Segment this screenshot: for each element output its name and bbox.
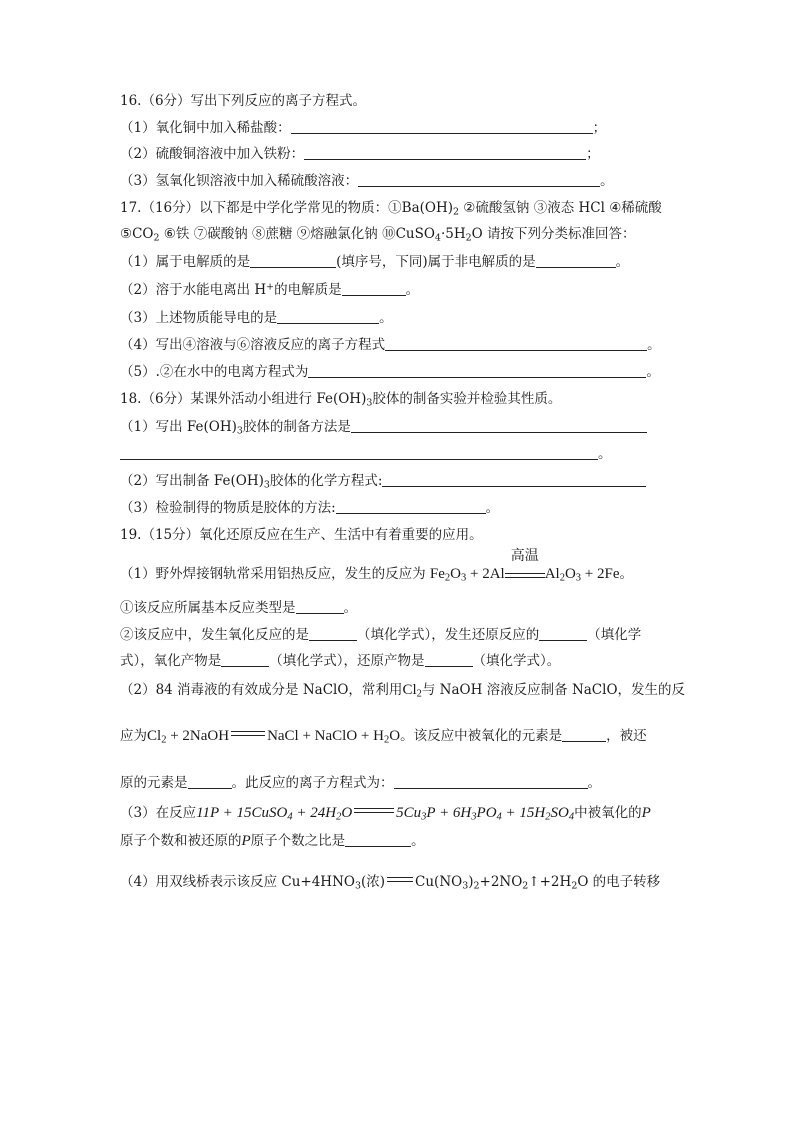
answer-blank[interactable] — [221, 652, 269, 667]
q16-item-1: （1）氧化铜中加入稀盐酸： ； — [120, 120, 607, 136]
answer-blank[interactable] — [394, 774, 588, 789]
answer-blank[interactable] — [336, 499, 486, 514]
answer-blank[interactable] — [309, 626, 357, 641]
answer-blank[interactable] — [385, 336, 647, 351]
q19-part-3: （3）在反应11P + 15CuSO$_4$ + $24H_2O$ $5Cu_3P + 6H_3PO_4 + 15H_2SO_4$中被氧化的P — [120, 805, 651, 823]
q19-sub-1: ①该反应所属基本反应类型是 。 — [120, 600, 357, 616]
reaction-condition: 高温 — [505, 567, 545, 578]
q19-sub-2: ②该反应中，发生氧化反应的是 （填化学式），发生还原反应的 （填化学 — [120, 627, 642, 643]
answer-blank[interactable] — [345, 832, 411, 847]
answer-blank[interactable] — [536, 253, 616, 268]
answer-blank[interactable] — [308, 363, 646, 378]
q18-item-1: （1）写出 $Fe(OH)_3$胶体的制备方法是 — [120, 418, 647, 436]
q17-intro-line2: $⑤CO_2$ ⑥铁 ⑦碳酸钠 ⑧蔗糖 ⑨熔融氯化钠 $⑩CuSO_4\cdot 5H_2O$ 请按下列分类标准回答： — [120, 226, 636, 244]
q18-item-3: （3）检验制得的物质是胶体的方法: 。 — [120, 500, 500, 516]
q19-sub-2-cont: 式），氧化产物是 （填化学式），还原产物是 （填化学式）。 — [120, 653, 561, 669]
answer-blank[interactable] — [296, 599, 344, 614]
answer-blank[interactable] — [291, 119, 593, 134]
answer-blank[interactable] — [304, 145, 586, 160]
answer-blank[interactable] — [120, 445, 598, 460]
q19-part-2: （2）84 消毒液的有效成分是 NaClO，常利用$Cl_2$与 NaOH 溶液反应制备 NaClO，发生的反 — [120, 682, 686, 700]
answer-blank[interactable] — [351, 418, 647, 433]
answer-blank[interactable] — [358, 172, 600, 187]
answer-blank[interactable] — [425, 652, 473, 667]
q16-item-3: （3）氢氧化钡溶液中加入稀硫酸溶液： 。 — [120, 173, 614, 189]
q17-item-2: （2）溶于水能电离出 H+的电解质是 。 — [120, 281, 420, 298]
phosphorus-equation: 11P + 15CuSO$_4$ + $24H_2O$ $5Cu_3P + 6H_3PO_4 + 15H_2SO_4$ — [196, 805, 575, 823]
answer-blank[interactable] — [342, 281, 406, 296]
q18-item-1-cont: 。 — [120, 445, 612, 463]
q17-item-3: （3）上述物质能导电的是 。 — [120, 310, 393, 326]
q18-title: 18.（6分）某课外活动小组进行 $Fe(OH)_3$胶体的制备实验并检验其性质。 — [120, 391, 562, 409]
answer-blank[interactable] — [562, 727, 606, 742]
answer-blank[interactable] — [188, 774, 232, 789]
q19-part-3-cont: 原子个数和被还原的P原子个数之比是 。 — [120, 833, 425, 849]
q19-part-4: （4）用双线桥表示该反应 $Cu+4HNO_3$(浓) $Cu(NO_3)_2+2NO_2↑+2H_2O$ 的电子转移 — [120, 874, 661, 892]
q17-item-4: （4）写出④溶液与⑥溶液反应的离子方程式 。 — [120, 337, 661, 353]
q18-item-2: （2）写出制备 $Fe(OH)_3$胶体的化学方程式: — [120, 472, 646, 490]
q19-part-1: （1）野外焊接钢轨常采用铝热反应，发生的反应为 $Fe_2O_3 + 2Al$ 高温 $Al_2O_3 + 2Fe$。 — [120, 549, 634, 584]
thermite-equation: $Fe_2O_3 + 2Al$ 高温 $Al_2O_3 + 2Fe$ — [429, 549, 620, 584]
q16-title: 16.（6分）写出下列反应的离子方程式。 — [120, 93, 367, 109]
q17-item-1: （1）属于电解质的是 (填序号，下同)属于非电解质的是 。 — [120, 254, 630, 270]
answer-blank[interactable] — [539, 626, 587, 641]
q16-item-2: （2）硫酸铜溶液中加入铁粉： ； — [120, 146, 600, 162]
q17-intro-line1: 17.（16分）以下都是中学化学常见的物质：$①Ba(OH)_2$ ②硫酸氢钠 ③液态 HCl ④稀硫酸 — [120, 200, 662, 218]
answer-blank[interactable] — [382, 472, 646, 487]
q17-item-5: （5）.②在水中的电离方程式为 。 — [120, 364, 660, 380]
answer-blank[interactable] — [250, 253, 336, 268]
q19-title: 19.（15分）氧化还原反应在生产、生活中有着重要的应用。 — [120, 527, 483, 543]
q19-part-2-cont: 原的元素是 。此反应的离子方程式为： 。 — [120, 775, 601, 791]
chlorine-equation: $Cl_2$ + 2NaOH NaCl + NaClO + $H_2O$ — [147, 728, 401, 746]
q19-part-2-equation-line: 应为$Cl_2$ + 2NaOH NaCl + NaClO + $H_2O$。该反应中被氧化的元素是 ，被还 — [120, 728, 647, 746]
answer-blank[interactable] — [277, 309, 379, 324]
